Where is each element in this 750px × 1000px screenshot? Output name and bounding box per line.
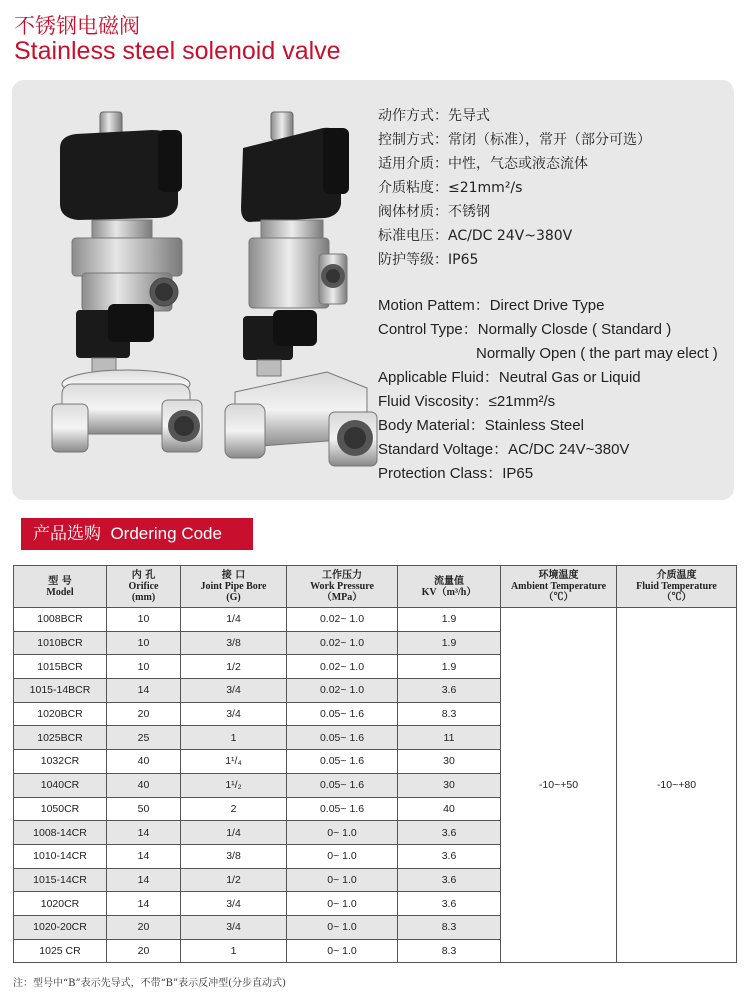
table-cell: 3.6 bbox=[398, 844, 501, 868]
column-header-ambient-temp: 环境温度 Ambient Temperature （℃） bbox=[501, 566, 617, 608]
table-cell: 10 bbox=[107, 631, 181, 655]
table-cell: 14 bbox=[107, 821, 181, 845]
table-cell: 1.9 bbox=[398, 655, 501, 679]
table-cell: 3/4 bbox=[181, 892, 287, 916]
table-cell: 1 bbox=[181, 726, 287, 750]
table-cell: 0~ 1.0 bbox=[287, 892, 398, 916]
table-cell: 1020BCR bbox=[14, 702, 107, 726]
valve-image-pilot-1 bbox=[52, 108, 192, 318]
table-cell: 3/4 bbox=[181, 702, 287, 726]
table-cell: 3.6 bbox=[398, 679, 501, 703]
table-cell: 1025BCR bbox=[14, 726, 107, 750]
column-header-fluid-temp: 介质温度 Fluid Temperature （℃） bbox=[617, 566, 737, 608]
table-cell: 20 bbox=[107, 939, 181, 963]
fluid-temp-cell: -10~+80 bbox=[617, 608, 737, 963]
spec-row: Standard Voltage：AC/DC 24V~380V bbox=[378, 441, 630, 458]
table-cell: 1010-14CR bbox=[14, 844, 107, 868]
table-cell: 0~ 1.0 bbox=[287, 821, 398, 845]
table-cell: 0.05~ 1.6 bbox=[287, 726, 398, 750]
column-header-orifice: 内 孔 Orifice (mm) bbox=[107, 566, 181, 608]
table-cell: 1032CR bbox=[14, 750, 107, 774]
page-title-cn: 不锈钢电磁阀 bbox=[14, 14, 140, 38]
column-header-kv: 流量值 KV（m³/h） bbox=[398, 566, 501, 608]
table-cell: 0.02~ 1.0 bbox=[287, 679, 398, 703]
table-row bbox=[14, 608, 737, 632]
table-cell: 1008-14CR bbox=[14, 821, 107, 845]
spec-list-cn bbox=[378, 104, 651, 272]
table-cell: 40 bbox=[398, 797, 501, 821]
table-cell: 1¹/₂ bbox=[181, 773, 287, 797]
table-cell: 1010BCR bbox=[14, 631, 107, 655]
valve-image-large-1 bbox=[42, 300, 212, 475]
table-cell: 14 bbox=[107, 679, 181, 703]
table-cell: 50 bbox=[107, 797, 181, 821]
table-cell: 1040CR bbox=[14, 773, 107, 797]
ordering-table bbox=[13, 565, 737, 963]
table-cell: 0~ 1.0 bbox=[287, 844, 398, 868]
valve-image-pilot-2 bbox=[227, 104, 367, 314]
table-cell: 40 bbox=[107, 750, 181, 774]
table-cell: 1.9 bbox=[398, 631, 501, 655]
table-cell: 3.6 bbox=[398, 821, 501, 845]
table-cell: 0.05~ 1.6 bbox=[287, 797, 398, 821]
table-cell: 0.05~ 1.6 bbox=[287, 773, 398, 797]
table-cell: 1020CR bbox=[14, 892, 107, 916]
column-header-pipe-bore: 接 口 Joint Pipe Bore (G) bbox=[181, 566, 287, 608]
table-cell: 0.05~ 1.6 bbox=[287, 702, 398, 726]
table-cell: 3/8 bbox=[181, 631, 287, 655]
table-cell: 0~ 1.0 bbox=[287, 939, 398, 963]
table-cell: 25 bbox=[107, 726, 181, 750]
footnote: 注：型号中“B”表示先导式，不带“B”表示反冲型(分步直动式) bbox=[13, 978, 286, 989]
table-cell: 1025 CR bbox=[14, 939, 107, 963]
table-cell: 1/4 bbox=[181, 608, 287, 632]
spec-row: 控制方式：常闭（标准），常开（部分可选） bbox=[378, 132, 651, 148]
table-cell: 0.02~ 1.0 bbox=[287, 631, 398, 655]
table-cell: 14 bbox=[107, 844, 181, 868]
page-title-en: Stainless steel solenoid valve bbox=[14, 37, 341, 65]
spec-row: Motion Pattem：Direct Drive Type bbox=[378, 297, 605, 314]
table-cell: 1015BCR bbox=[14, 655, 107, 679]
table-cell: 1 bbox=[181, 939, 287, 963]
table-cell: 8.3 bbox=[398, 702, 501, 726]
table-cell: 30 bbox=[398, 750, 501, 774]
table-cell: 1015-14BCR bbox=[14, 679, 107, 703]
spec-row: Applicable Fluid：Neutral Gas or Liquid bbox=[378, 369, 641, 386]
column-header-model: 型 号 Model bbox=[14, 566, 107, 608]
table-cell: 2 bbox=[181, 797, 287, 821]
table-cell: 1015-14CR bbox=[14, 868, 107, 892]
table-cell: 3.6 bbox=[398, 892, 501, 916]
table-cell: 8.3 bbox=[398, 939, 501, 963]
spec-row: 防护等级：IP65 bbox=[378, 252, 479, 268]
table-cell: 1008BCR bbox=[14, 608, 107, 632]
table-cell: 1/2 bbox=[181, 655, 287, 679]
table-cell: 0.05~ 1.6 bbox=[287, 750, 398, 774]
spec-list-en bbox=[378, 294, 718, 486]
column-header-work-pressure: 工作压力 Work Pressure （MPa） bbox=[287, 566, 398, 608]
table-cell: 14 bbox=[107, 868, 181, 892]
table-cell: 1050CR bbox=[14, 797, 107, 821]
valve-image-large-2 bbox=[217, 308, 387, 483]
table-cell: 0~ 1.0 bbox=[287, 915, 398, 939]
spec-row: 阀体材质：不锈钢 bbox=[378, 204, 490, 220]
spec-row: Normally Open ( the part may elect ) bbox=[476, 345, 718, 362]
table-cell: 3.6 bbox=[398, 868, 501, 892]
spec-row: Fluid Viscosity：≤21mm²/s bbox=[378, 393, 556, 410]
table-cell: 20 bbox=[107, 702, 181, 726]
table-cell: 1020-20CR bbox=[14, 915, 107, 939]
table-cell: 40 bbox=[107, 773, 181, 797]
spec-row: Protection Class：IP65 bbox=[378, 465, 534, 482]
ordering-table-body bbox=[14, 608, 737, 963]
spec-row: 动作方式：先导式 bbox=[378, 108, 490, 124]
table-cell: 3/4 bbox=[181, 679, 287, 703]
product-panel bbox=[12, 80, 734, 500]
table-cell: 20 bbox=[107, 915, 181, 939]
table-cell: 30 bbox=[398, 773, 501, 797]
table-cell: 10 bbox=[107, 608, 181, 632]
table-cell: 1/2 bbox=[181, 868, 287, 892]
table-cell: 1¹/₄ bbox=[181, 750, 287, 774]
table-cell: 3/8 bbox=[181, 844, 287, 868]
ambient-temp-cell: -10~+50 bbox=[501, 608, 617, 963]
table-cell: 3/4 bbox=[181, 915, 287, 939]
table-cell: 1.9 bbox=[398, 608, 501, 632]
table-cell: 11 bbox=[398, 726, 501, 750]
table-cell: 10 bbox=[107, 655, 181, 679]
spec-row: 介质粘度：≤21mm²/s bbox=[378, 180, 523, 196]
table-cell: 14 bbox=[107, 892, 181, 916]
table-cell: 0.02~ 1.0 bbox=[287, 655, 398, 679]
spec-row: Body Material：Stainless Steel bbox=[378, 417, 584, 434]
table-cell: 1/4 bbox=[181, 821, 287, 845]
table-cell: 8.3 bbox=[398, 915, 501, 939]
spec-row: Control Type：Normally Closde ( Standard ) bbox=[378, 321, 672, 338]
table-cell: 0.02~ 1.0 bbox=[287, 608, 398, 632]
table-cell: 0~ 1.0 bbox=[287, 868, 398, 892]
spec-row: 标准电压：AC/DC 24V~380V bbox=[378, 228, 573, 244]
ordering-code-header: 产品选购 Ordering Code bbox=[21, 518, 253, 550]
spec-row: 适用介质：中性，气态或液态流体 bbox=[378, 156, 588, 172]
